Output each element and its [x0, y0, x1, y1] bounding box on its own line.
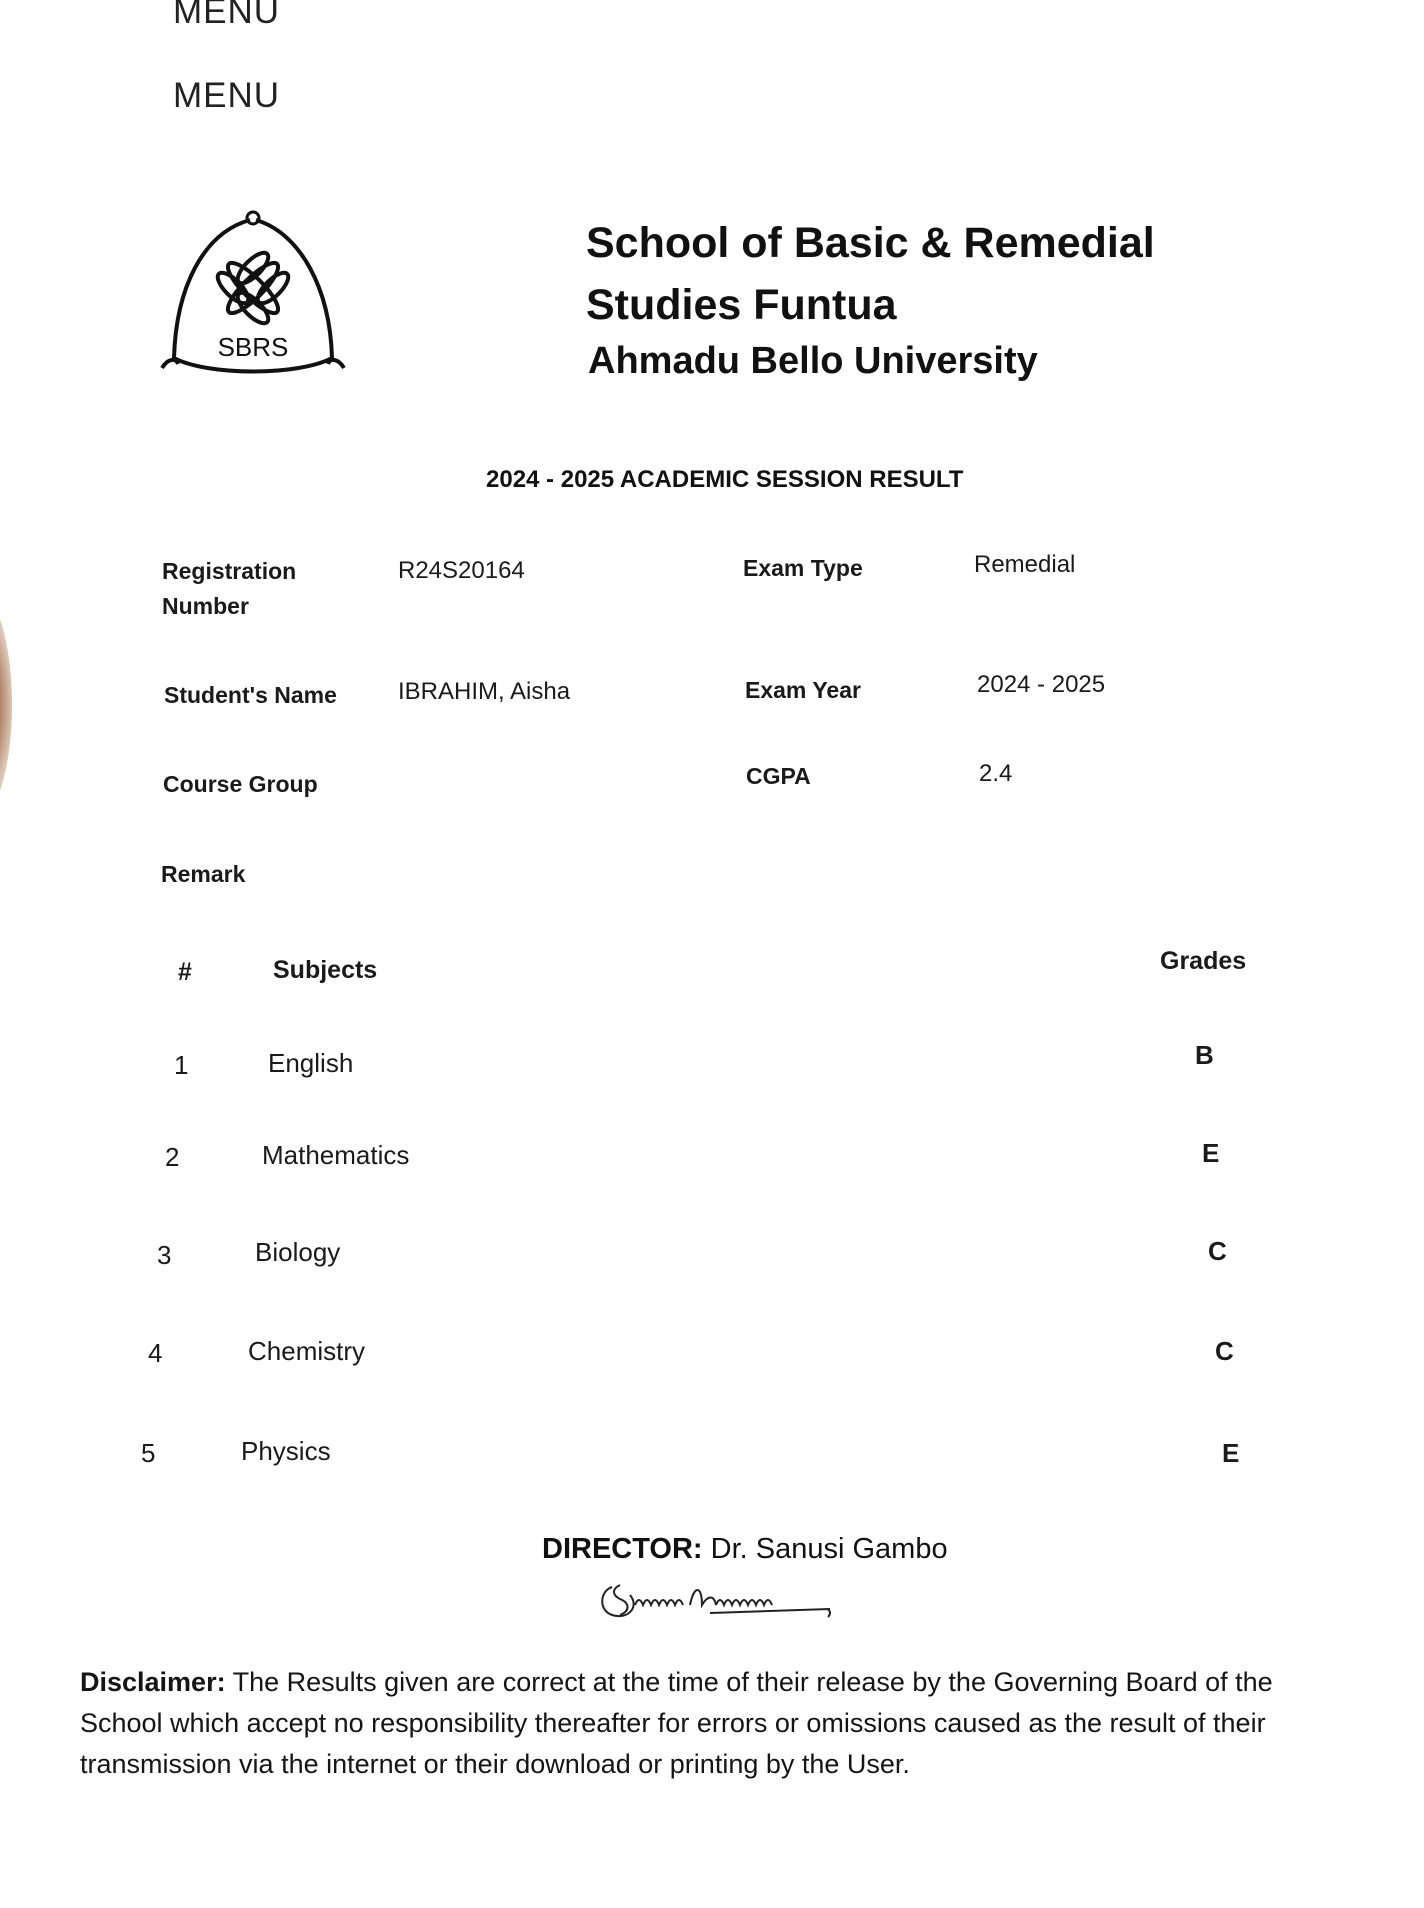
university-name: Ahmadu Bello University — [588, 340, 1038, 382]
exam-year-label: Exam Year — [745, 677, 861, 703]
table-header-number: # — [178, 958, 192, 986]
disclaimer-label: Disclaimer: — [80, 1667, 226, 1697]
exam-year-value: 2024 - 2025 — [977, 671, 1106, 698]
row-subject: English — [268, 1048, 354, 1078]
student-name-value: IBRAHIM, Aisha — [398, 678, 571, 705]
course-group-label: Course Group — [163, 771, 318, 797]
menu-link-top[interactable]: MENU — [173, 0, 281, 31]
cgpa-value: 2.4 — [979, 760, 1013, 787]
school-name-line-2: Studies Funtua — [586, 281, 897, 329]
exam-type-value: Remedial — [974, 551, 1076, 578]
row-number: 2 — [165, 1142, 180, 1172]
row-number: 3 — [157, 1240, 172, 1270]
cgpa-label: CGPA — [746, 763, 811, 789]
row-grade: C — [1208, 1236, 1227, 1266]
registration-number-label: Registration Number — [162, 558, 297, 619]
session-title: 2024 - 2025 ACADEMIC SESSION RESULT — [486, 466, 964, 493]
row-number: 5 — [141, 1438, 156, 1468]
disclaimer-text: The Results given are correct at the time of their release by the Governing Board of the School which accept no responsibility thereafter for errors or omissions caused as the result of their transmission via the internet or their download or printing by the User. — [80, 1667, 1273, 1779]
exam-type-label: Exam Type — [743, 555, 863, 581]
director-name: Dr. Sanusi Gambo — [710, 1533, 948, 1565]
table-header-grades: Grades — [1160, 947, 1247, 975]
director-line — [542, 1533, 948, 1566]
school-name-line-1: School of Basic & Remedial — [586, 219, 1155, 267]
row-number: 1 — [174, 1050, 189, 1080]
row-subject: Mathematics — [262, 1140, 410, 1170]
school-name — [586, 212, 1155, 336]
row-subject: Biology — [255, 1237, 341, 1267]
director-signature — [590, 1565, 850, 1635]
thumb-shadow — [0, 590, 12, 820]
director-label: DIRECTOR: — [542, 1533, 703, 1565]
remark-label: Remark — [161, 861, 246, 887]
menu-link[interactable]: MENU — [173, 76, 281, 115]
sbrs-logo — [148, 208, 358, 418]
disclaimer — [80, 1662, 1330, 1785]
row-subject: Chemistry — [248, 1336, 366, 1366]
student-name-label: Student's Name — [164, 682, 337, 708]
row-grade: E — [1222, 1438, 1240, 1468]
logo-text: SBRS — [217, 332, 289, 362]
row-grade: C — [1215, 1336, 1234, 1366]
row-grade: B — [1195, 1040, 1214, 1070]
table-header-subjects: Subjects — [273, 956, 378, 984]
row-subject: Physics — [241, 1436, 331, 1466]
registration-number-value: R24S20164 — [398, 557, 525, 584]
row-grade: E — [1202, 1138, 1220, 1168]
row-number: 4 — [148, 1338, 163, 1368]
